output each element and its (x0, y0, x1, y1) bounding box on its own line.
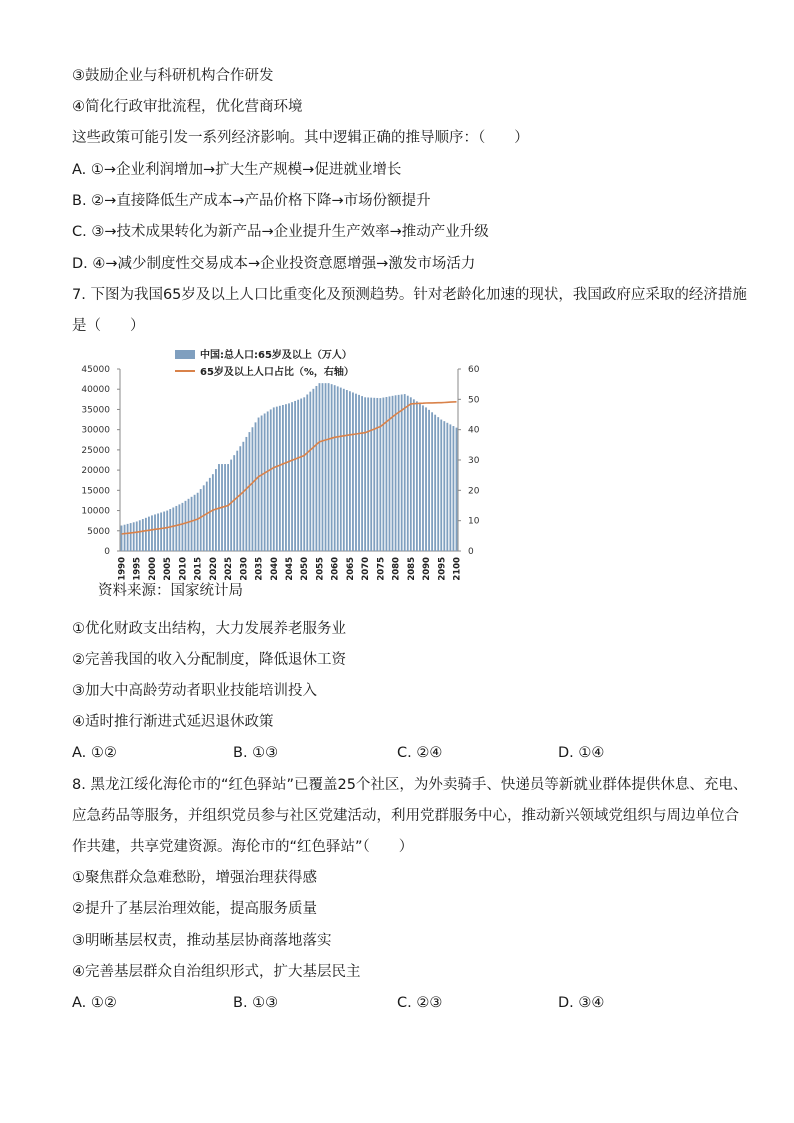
x-tick-label: 2000 (147, 557, 158, 581)
bar-2043 (282, 405, 284, 551)
bar-2053 (312, 389, 314, 551)
y-right-tick-label: 30 (468, 456, 480, 466)
bar-2034 (255, 422, 257, 551)
bar-2007 (172, 507, 174, 551)
bar-1994 (133, 522, 135, 551)
bar-2030 (242, 442, 244, 551)
bar-2069 (361, 396, 363, 551)
q7-item-4: ④适时推行渐进式延迟退休政策 (72, 714, 274, 730)
bar-2093 (434, 415, 436, 551)
y-right-tick-label: 20 (468, 486, 480, 497)
q6-option-b: B. ②→直接降低生产成本→产品价格下降→市场份额提升 (72, 193, 431, 209)
bar-2077 (386, 397, 388, 551)
bar-2041 (276, 407, 278, 551)
bar-2089 (422, 405, 424, 551)
bar-2080 (395, 395, 397, 551)
x-tick-label: 2100 (452, 557, 463, 581)
x-tick-label: 2060 (330, 557, 341, 581)
bar-1990 (121, 526, 123, 551)
bar-2046 (291, 402, 293, 551)
y-left-tick-label: 15000 (81, 486, 110, 497)
bar-2039 (270, 409, 272, 551)
x-tick-label: 1990 (117, 557, 128, 581)
bar-2018 (206, 482, 208, 551)
policy-item-4: ④简化行政审批流程，优化营商环境 (72, 99, 303, 115)
bar-2060 (334, 385, 336, 551)
bar-2045 (288, 403, 290, 551)
q7-item-1: ①优化财政支出结构，大力发展养老服务业 (72, 621, 346, 637)
q7-item-2: ②完善我国的收入分配制度，降低退休工资 (72, 652, 346, 668)
bar-2088 (419, 403, 421, 551)
bar-1997 (142, 519, 144, 551)
q8-stem-line1: 8. 黑龙江绥化海伦市的“红色驿站”已覆盖25个社区，为外卖骑手、快递员等新就业群体提供休息、充电、 (72, 777, 748, 793)
bar-2082 (401, 394, 403, 551)
bar-2031 (245, 437, 247, 551)
y-left-tick-label: 20000 (81, 466, 110, 477)
bar-2027 (233, 455, 235, 551)
bar-2013 (191, 497, 193, 551)
bar-2097 (446, 423, 448, 551)
bar-2086 (413, 399, 415, 551)
bar-2015 (197, 493, 199, 551)
q8-option-b[interactable]: B. ①③ (233, 995, 279, 1011)
q8-stem-line3: 作共建，共享党建资源。海伦市的“红色驿站”（ ） (72, 839, 414, 855)
y-left-tick-label: 45000 (81, 365, 110, 375)
bar-2002 (157, 513, 159, 551)
bar-2012 (188, 499, 190, 551)
x-tick-label: 2050 (300, 557, 311, 581)
x-tick-label: 2095 (437, 557, 448, 581)
bar-2008 (175, 506, 177, 551)
bar-2072 (370, 398, 372, 551)
legend-label-line: 65岁及以上人口占比（%，右轴） (200, 367, 354, 378)
bar-2070 (364, 397, 366, 551)
x-tick-label: 2055 (315, 557, 326, 581)
q6-option-a: A. ①→企业利润增加→扩大生产规模→促进就业增长 (72, 162, 402, 178)
x-tick-label: 2005 (163, 557, 174, 581)
q7-item-3: ③加大中高龄劳动者职业技能培训投入 (72, 683, 317, 699)
x-tick-label: 2065 (345, 557, 356, 581)
x-tick-label: 2015 (193, 557, 204, 581)
bar-2020 (212, 474, 214, 551)
q8-item-1: ①聚焦群众急难愁盼，增强治理获得感 (72, 870, 317, 886)
x-tick-label: 2045 (285, 557, 295, 581)
bar-2067 (355, 394, 357, 551)
bar-2074 (376, 398, 378, 551)
bar-2019 (209, 478, 211, 551)
x-tick-label: 2010 (178, 557, 189, 581)
bar-1996 (139, 520, 141, 551)
bar-2087 (416, 401, 418, 551)
q6-option-c: C. ③→技术成果转化为新产品→企业提升生产效率→推动产业升级 (72, 224, 489, 240)
bar-2100 (456, 428, 458, 551)
legend-swatch-bars (175, 350, 195, 359)
bar-1993 (130, 523, 132, 551)
bar-2006 (169, 509, 171, 551)
bar-2042 (279, 406, 281, 551)
bar-2071 (367, 397, 369, 551)
y-left-tick-label: 10000 (81, 506, 110, 517)
bar-2056 (322, 383, 324, 551)
bar-2092 (431, 412, 433, 551)
bar-2073 (373, 398, 375, 551)
bar-2075 (379, 398, 381, 551)
bar-2038 (267, 411, 269, 551)
q8-item-3: ③明晰基层权责，推动基层协商落地落实 (72, 933, 332, 949)
q7-option-c[interactable]: C. ②④ (397, 745, 443, 761)
bar-2009 (178, 504, 180, 551)
bar-1991 (124, 525, 126, 551)
bar-2091 (428, 410, 430, 551)
bar-2004 (163, 512, 165, 551)
bar-2014 (194, 495, 196, 551)
bar-2016 (200, 489, 202, 551)
bar-2081 (398, 395, 400, 551)
bar-2050 (303, 397, 305, 551)
x-tick-label: 1995 (132, 557, 143, 581)
legend-label-bars: 中国:总人口:65岁及以上（万人） (200, 350, 352, 361)
q7-stem-line2: 是（ ） (72, 318, 145, 334)
bar-2062 (340, 388, 342, 551)
q8-option-c[interactable]: C. ②③ (397, 995, 443, 1011)
bar-2059 (331, 384, 333, 551)
bar-2079 (392, 396, 394, 551)
bar-2011 (185, 501, 187, 551)
bar-1992 (127, 524, 129, 551)
bar-2032 (249, 432, 251, 551)
bar-2036 (261, 416, 263, 551)
bar-2040 (273, 407, 275, 551)
q7-stem-line1: 7. 下图为我国65岁及以上人口比重变化及预测趋势。针对老龄化加速的现状，我国政府应采取的经济措施 (72, 287, 747, 303)
bar-2098 (449, 424, 451, 551)
y-right-tick-label: 50 (468, 395, 480, 406)
bar-2065 (349, 391, 351, 551)
bar-2076 (382, 398, 384, 551)
chart-legend (175, 348, 354, 378)
x-tick-label: 2020 (208, 557, 219, 581)
q6-stem: 这些政策可能引发一系列经济影响。其中逻辑正确的推导顺序：（ ） (72, 130, 529, 146)
y-left-tick-label: 30000 (81, 425, 110, 436)
q6-option-d: D. ④→减少制度性交易成本→企业投资意愿增强→激发市场活力 (72, 256, 476, 272)
bar-2025 (227, 464, 229, 551)
bar-2061 (337, 386, 339, 551)
bar-2048 (297, 400, 299, 551)
chart-source-note: 资料来源：国家统计局 (98, 583, 243, 599)
x-tick-label: 2040 (269, 557, 280, 581)
aging-population-chart (72, 342, 480, 582)
y-left-tick-label: 5000 (87, 526, 110, 537)
q7-option-b[interactable]: B. ①③ (233, 745, 279, 761)
bar-1998 (145, 518, 147, 551)
y-left-tick-label: 35000 (81, 405, 110, 416)
x-tick-label: 2030 (239, 557, 250, 581)
q7-option-d[interactable]: D. ①④ (558, 745, 605, 761)
bar-2037 (264, 413, 266, 551)
bar-2054 (315, 386, 317, 551)
y-left-tick-label: 40000 (81, 385, 110, 396)
q8-stem-line2: 应急药品等服务，并组织党员参与社区党建活动，利用党群服务中心，推动新兴领域党组织与周边单位合 (72, 808, 739, 824)
q8-item-2: ②提升了基层治理效能，提高服务质量 (72, 901, 317, 917)
bar-2055 (319, 383, 321, 551)
bar-2033 (252, 427, 254, 551)
bar-2026 (230, 460, 232, 551)
bar-2068 (358, 395, 360, 551)
x-tick-label: 2080 (391, 557, 402, 581)
bar-2001 (154, 514, 156, 551)
bar-2066 (352, 392, 354, 551)
q8-option-a[interactable]: A. ①② (72, 995, 117, 1011)
bar-2047 (294, 401, 296, 551)
y-right-tick-label: 60 (468, 365, 480, 375)
bar-2000 (151, 515, 153, 551)
x-tick-label: 2070 (361, 557, 372, 581)
bar-2083 (404, 394, 406, 551)
y-right-tick-label: 0 (468, 547, 474, 557)
bar-2094 (437, 417, 439, 551)
x-tick-label: 2025 (224, 557, 235, 581)
y-right-tick-label: 40 (468, 425, 480, 436)
bar-2035 (258, 418, 260, 551)
y-left-tick-label: 25000 (81, 445, 110, 456)
bar-2063 (343, 389, 345, 551)
bar-2052 (309, 392, 311, 551)
bar-2051 (306, 394, 308, 551)
bar-2058 (328, 383, 330, 551)
bar-2096 (443, 421, 445, 551)
bar-2028 (236, 451, 238, 551)
bar-2084 (407, 396, 409, 551)
y-left-tick-label: 0 (104, 547, 110, 557)
bar-2090 (425, 407, 427, 551)
x-tick-label: 2075 (376, 557, 387, 581)
bar-1999 (148, 517, 150, 551)
bar-2085 (410, 397, 412, 551)
y-right-tick-label: 10 (468, 516, 480, 527)
q8-option-d[interactable]: D. ③④ (558, 995, 605, 1011)
policy-item-3: ③鼓励企业与科研机构合作研发 (72, 68, 274, 84)
q8-item-4: ④完善基层群众自治组织形式，扩大基层民主 (72, 964, 361, 980)
x-tick-label: 2035 (254, 557, 265, 581)
x-tick-label: 2090 (422, 557, 433, 581)
bar-2024 (224, 464, 226, 551)
q7-option-a[interactable]: A. ①② (72, 745, 117, 761)
bar-1995 (136, 521, 138, 551)
bar-2049 (300, 399, 302, 551)
bar-2029 (239, 446, 241, 551)
bar-2005 (166, 511, 168, 551)
bar-2003 (160, 512, 162, 551)
bar-2044 (285, 404, 287, 551)
bar-2010 (182, 503, 184, 551)
bar-2057 (325, 383, 327, 551)
x-tick-label: 2085 (406, 557, 417, 581)
bar-2095 (440, 420, 442, 551)
bar-2099 (453, 426, 455, 551)
bar-2017 (203, 485, 205, 551)
bar-2064 (346, 390, 348, 551)
